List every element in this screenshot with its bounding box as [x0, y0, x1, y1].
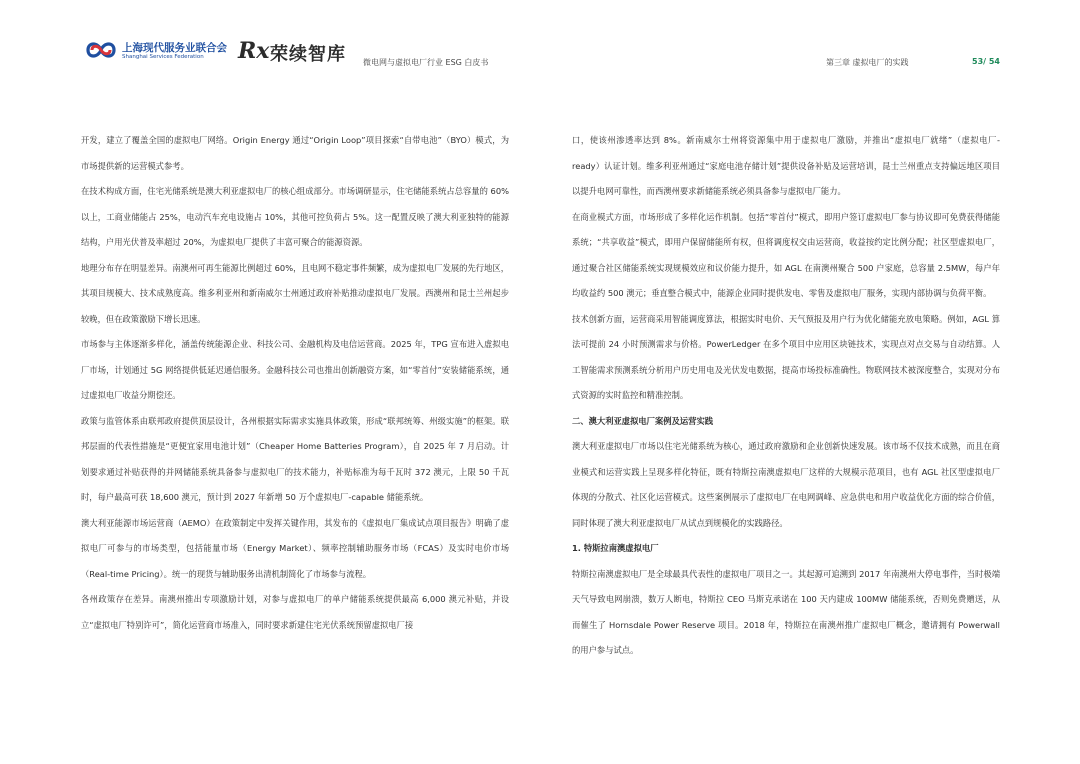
paragraph: 地理分布存在明显差异。南澳州可再生能源比例超过 60%，且电网不稳定事件频繁，成为虚拟电厂发展的先行地区，其项目规模大、技术成熟度高。维多利亚州和新南威尔士州通过政府补贴推动虚拟电厂发展。西澳州和昆士兰州起步较晚，但在政策激励下增长迅速。 — [81, 262, 509, 324]
paragraph: 市场参与主体逐渐多样化，涵盖传统能源企业、科技公司、金融机构及电信运营商。2025 年，TPG 宣布进入虚拟电厂市场，计划通过 5G 网络提供低延迟通信服务。金融科技公司也推出创新融资方案，如“零首付”安装储能系统，通过虚拟电厂收益分期偿还。 — [81, 339, 509, 400]
ssf-logo-en: Shanghai Services Federation — [122, 54, 204, 60]
ssf-logo-icon — [84, 38, 118, 62]
ssf-logo-cn: 上海现代服务业联合会 — [122, 42, 227, 54]
paragraph: 特斯拉南澳虚拟电厂是全球最具代表性的虚拟电厂项目之一。其起源可追溯到 2017 年南澳州大停电事件，当时极端天气导致电网崩溃，数万人断电，特斯拉 CEO 马斯克承诺在 100 天内建成 100MW 储能系统，否则免费赠送，从而催生了 Hornsdale Power Reserve 项目。2018 年，特斯拉在南澳州推广虚拟电厂概念，邀请拥有 Powerwall 的用户参与试点。 — [572, 568, 1000, 655]
paragraph: 口，使该州渗透率达到 8%。新南威尔士州将资源集中用于虚拟电厂激励，并推出“虚拟电厂就绪”（虚拟电厂-ready）认证计划。维多利亚州通过“家庭电池存储计划”提供设备补贴及运营培训，昆士兰州重点支持偏远地区项目以提升电网可靠性，而西澳州要求新储能系统必须具备参与虚拟电厂能力。 — [572, 135, 1000, 196]
left-column — [81, 128, 509, 638]
paragraph: 澳大利亚虚拟电厂市场以住宅光储系统为核心，通过政府激励和企业创新快速发展。该市场不仅技术成熟，而且在商业模式和运营实践上呈现多样化特征，既有特斯拉南澳虚拟电厂这样的大规模示范项目，也有 AGL 社区型虚拟电厂体现的分散式、社区化运营模式。这些案例展示了虚拟电厂在电网调峰、应急供电和用户收益优化方面的综合价值，同时体现了澳大利亚虚拟电厂从试点到规模化的实践路径。 — [572, 441, 1000, 528]
right-column — [572, 128, 1000, 664]
paragraph: 政策与监管体系由联邦政府提供顶层设计，各州根据实际需求实施具体政策，形成“联邦统筹、州级实施”的框架。联邦层面的代表性措施是“更便宜家用电池计划”（Cheaper Home Batteries Program），自 2025 年 7 月启动。计划要求通过补贴获得的并网储能系统具备参与虚拟电厂的技术能力，补贴标准为每千瓦时 372 澳元，上限 50 千瓦时，每户最高可获 18,600 澳元，预计到 2027 年新增 50 万个虚拟电厂-capable 储能系统。 — [81, 415, 509, 502]
document-title: 微电网与虚拟电厂行业 ESG 白皮书 — [363, 58, 489, 67]
subsection-heading: 1. 特斯拉南澳虚拟电厂 — [572, 543, 659, 553]
ssf-logo — [84, 38, 227, 68]
paragraph: 各州政策存在差异。南澳州推出专项激励计划，对参与虚拟电厂的单户储能系统提供最高 6,000 澳元补贴，并设立“虚拟电厂特别许可”，简化运营商市场准入，同时要求新建住宅光伏系统预留虚拟电厂接 — [81, 594, 509, 630]
paragraph: 开发，建立了覆盖全国的虚拟电厂网络。Origin Energy 通过“Origin Loop”项目探索“自带电池”（BYO）模式，为市场提供新的运营模式参考。 — [81, 135, 509, 171]
rongxu-mark: Rx — [238, 38, 270, 64]
paragraph: 在技术构成方面，住宅光储系统是澳大利亚虚拟电厂的核心组成部分。市场调研显示，住宅储能系统占总容量的 60%以上，工商业储能占 25%，电动汽车充电设施占 10%，其他可控负荷占 5%。这一配置反映了澳大利亚独特的能源结构，户用光伏普及率超过 20%，为虚拟电厂提供了丰富可聚合的能源资源。 — [81, 186, 509, 247]
paragraph: 技术创新方面，运营商采用智能调度算法，根据实时电价、天气预报及用户行为优化储能充放电策略。例如，AGL 算法可提前 24 小时预测需求与价格。PowerLedger 在多个项目中应用区块链技术，实现点对点交易与自动结算。人工智能需求预测系统分析用户历史用电及光伏发电数据，提高市场投标准确性。物联网技术被深度整合，实现对分布式资源的实时监控和精准控制。 — [572, 313, 1000, 400]
page-header — [0, 0, 1080, 80]
page-number: 53/ 54 — [972, 57, 1000, 66]
paragraph: 澳大利亚能源市场运营商（AEMO）在政策制定中发挥关键作用，其发布的《虚拟电厂集成试点项目报告》明确了虚拟电厂可参与的市场类型，包括能量市场（Energy Market）、频率控制辅助服务市场（FCAS）及实时电价市场（Real-time Pricing）。统一的现货与辅助服务出清机制简化了市场参与流程。 — [81, 517, 509, 579]
rongxu-name: 荣续智库 — [270, 44, 346, 65]
paragraph: 在商业模式方面，市场形成了多样化运作机制。包括“零首付”模式，即用户签订虚拟电厂参与协议即可免费获得储能系统；“共享收益”模式，即用户保留储能所有权，但将调度权交由运营商，收益按约定比例分配；社区型虚拟电厂，通过聚合社区储能系统实现规模效应和议价能力提升，如 AGL 在南澳州聚合 500 户家庭，总容量 2.5MW，每户年均收益约 500 澳元；垂直整合模式中，能源企业同时提供发电、零售及虚拟电厂服务，实现内部协调与负荷平衡。 — [572, 211, 1000, 298]
section-heading: 二、澳大利亚虚拟电厂案例及运营实践 — [572, 415, 714, 426]
chapter-title: 第三章 虚拟电厂的实践 — [826, 58, 909, 67]
